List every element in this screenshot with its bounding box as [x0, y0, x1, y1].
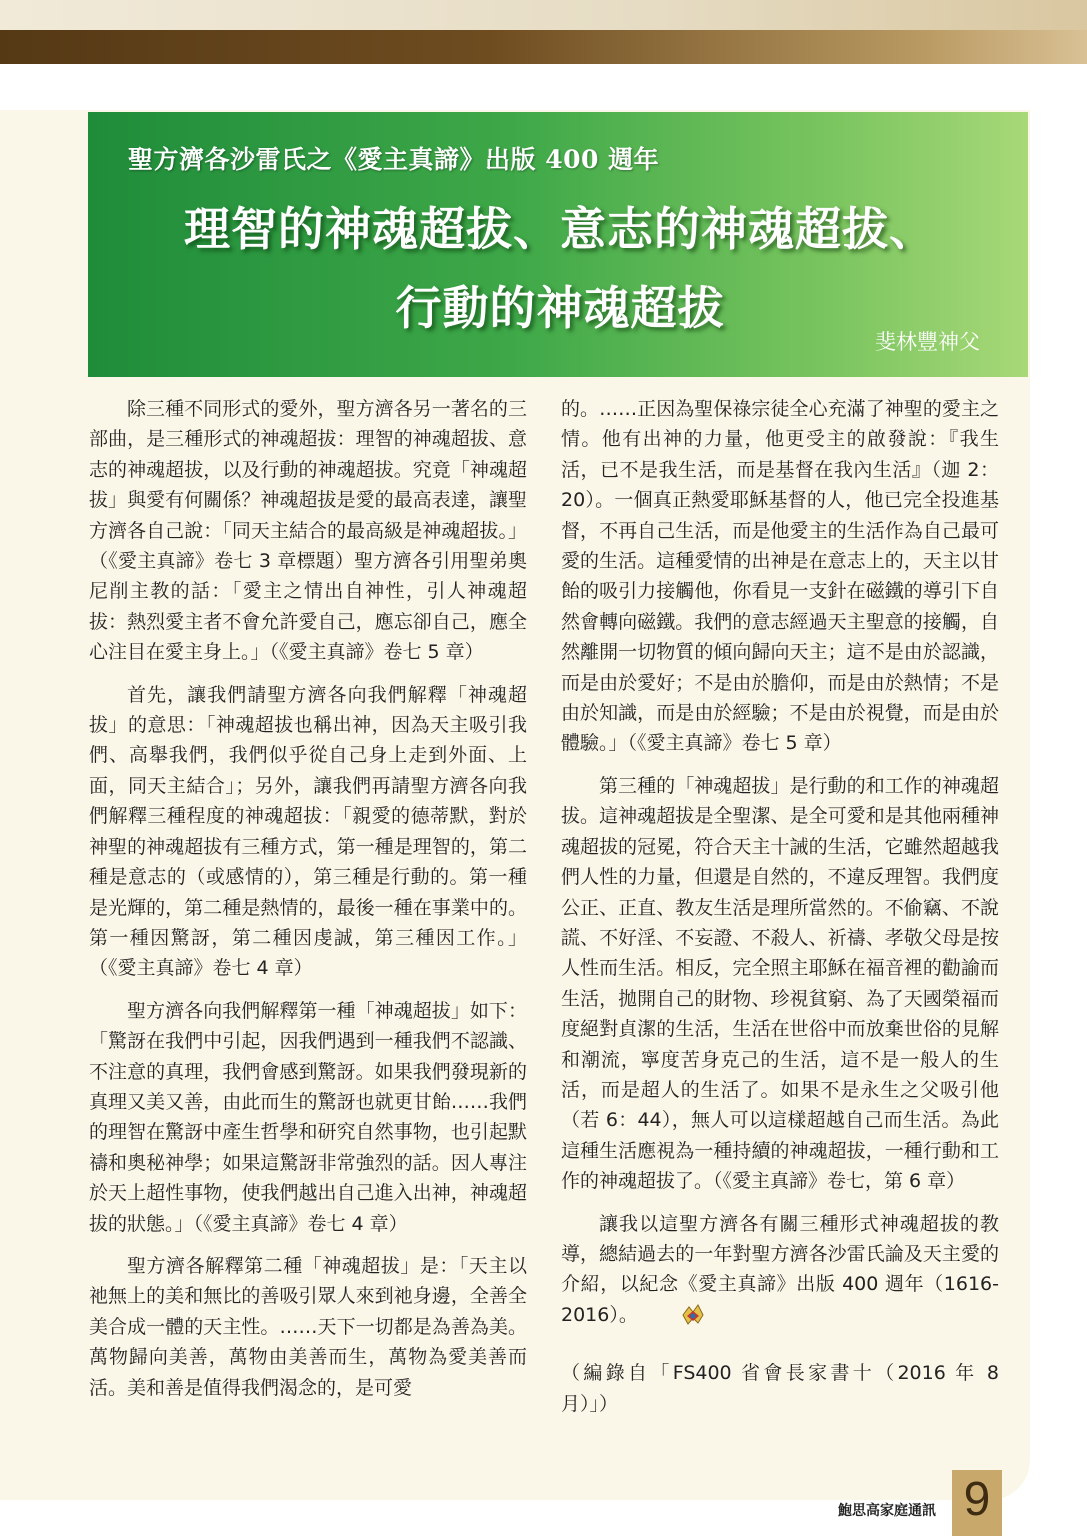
paragraph-continued: 的。……正因為聖保祿宗徒全心充滿了神聖的愛主之情。他有出神的力量，他更受主的啟發說：『我生活，已不是我生活，而是基督在我內生活』（迦 2：20）。一個真正熱愛耶穌基督的人，他已完全投進基督，不再自己生活，而是他愛主的生活作為自己最可愛的生活。這種愛情的出神是在意志上的，天主以甘飴的吸引力接觸他，你看見一支針在磁鐵的導引下自然會轉向磁鐵。我們的意志經過天主聖意的接觸，自然離開一切物質的傾向歸向天主；這不是由於認識，而是由於愛好；不是由於膽仰，而是由於熱情；不是由於知識，而是由於經驗；不是由於視覺，而是由於體驗。」（《愛主真諦》卷七 5 章）	[561, 398, 999, 755]
page-number: 9	[963, 1473, 991, 1526]
publication-name: 鮑思高家庭通訊	[838, 1503, 936, 1519]
right-text-column	[561, 394, 999, 1431]
paragraph: 第三種的「神魂超拔」是行動的和工作的神魂超拔。這神魂超拔是全聖潔、是全可愛和是其他兩種神魂超拔的冠冕，符合天主十誡的生活，它雖然超越我們人性的力量，但還是自然的，不違反理智。我們度公正、正直、教友生活是理所當然的。不偷竊、不說謊、不好淫、不妄證、不殺人、祈禱、孝敬父母是按人性而生活。相反，完全照主耶穌在福音裡的勸諭而生活，拋開自己的財物、珍視貧窮、為了天國榮福而度絕對貞潔的生活，生活在世俗中而放棄世俗的見解和潮流，寧度苦身克己的生活，這不是一般人的生活，而是超人的生活了。如果不是永生之父吸引他（若 6：44），無人可以這樣超越自己而生活。為此這種生活應視為一種持續的神魂超拔，一種行動和工作的神魂超拔了。（《愛主真諦》卷七，第 6 章）	[561, 774, 999, 1193]
paragraph: 聖方濟各向我們解釋第一種「神魂超拔」如下：「驚訝在我們中引起，因我們遇到一種我們不認識、不注意的真理，我們會感到驚訝。如果我們發現新的真理又美又善，由此而生的驚訝也就更甘飴……我們的理智在驚訝中產生哲學和研究自然事物，也引起默禱和奧秘神學；如果這驚訝非常強烈的話。因人專注於天上超性事物，使我們越出自己進入出神，神魂超拔的狀態。」（《愛主真諦》卷七 4 章）	[89, 999, 527, 1235]
closing-paragraph-text: 讓我以這聖方濟各有關三種形式神魂超拔的教導，總結過去的一年對聖方濟各沙雷氏論及天主愛的介紹，以紀念《愛主真諦》出版 400 週年（1616-2016）。	[561, 1212, 999, 1326]
paragraph: 除三種不同形式的愛外，聖方濟各另一著名的三部曲，是三種形式的神魂超拔：理智的神魂超拔、意志的神魂超拔，以及行動的神魂超拔。究竟「神魂超拔」與愛有何關係？神魂超拔是愛的最高表達，讓聖方濟各自己說：「同天主結合的最高級是神魂超拔。」（《愛主真諦》卷七 3 章標題）聖方濟各引用聖弟奧尼削主教的話：「愛主之情出自神性，引人神魂超拔：熱烈愛主者不會允許愛自己，應忘卻自己，應全心注目在愛主身上。」（《愛主真諦》卷七 5 章）	[89, 398, 527, 664]
source-note: （編錄自「FS400 省會長家書十（2016 年 8 月）」）	[561, 1362, 999, 1415]
left-text-column	[89, 394, 527, 1415]
article-subtitle: 聖方濟各沙雷氏之《愛主真諦》出版 400 週年	[128, 145, 660, 174]
paragraph: 首先，讓我們請聖方濟各向我們解釋「神魂超拔」的意思：「神魂超拔也稱出神，因為天主吸引我們、高舉我們，我們似乎從自己身上走到外面、上面，同天主結合」；另外，讓我們再請聖方濟各向我們解釋三種程度的神魂超拔：「親愛的德蒂默，對於神聖的神魂超拔有三種方式，第一種是理智的，第二種是意志的（或感情的），第三種是行動的。第一種是光輝的，第二種是熱情的，最後一種在事業中的。第一種因驚訝，第二種因虔誠，第三種因工作。」（《愛主真諦》卷七 4 章）	[89, 683, 527, 980]
top-decorative-band-light	[0, 0, 1087, 30]
article-author: 斐林豐神父	[875, 330, 980, 354]
end-mark-icon	[642, 1303, 668, 1327]
top-decorative-band-dark	[0, 30, 1087, 64]
closing-paragraph	[561, 1209, 999, 1331]
article-title-line-2: 行動的神魂超拔	[395, 281, 725, 335]
paragraph: 聖方濟各解釋第二種「神魂超拔」是：「天主以祂無上的美和無比的善吸引眾人來到祂身邊，全善全美合成一體的天主性。……天下一切都是為善為美。萬物歸向美善，萬物由美善而生，萬物為愛美善而活。美和善是值得我們渴念的，是可愛	[89, 1254, 527, 1399]
article-title-line-1: 理智的神魂超拔、意志的神魂超拔、	[184, 202, 936, 256]
